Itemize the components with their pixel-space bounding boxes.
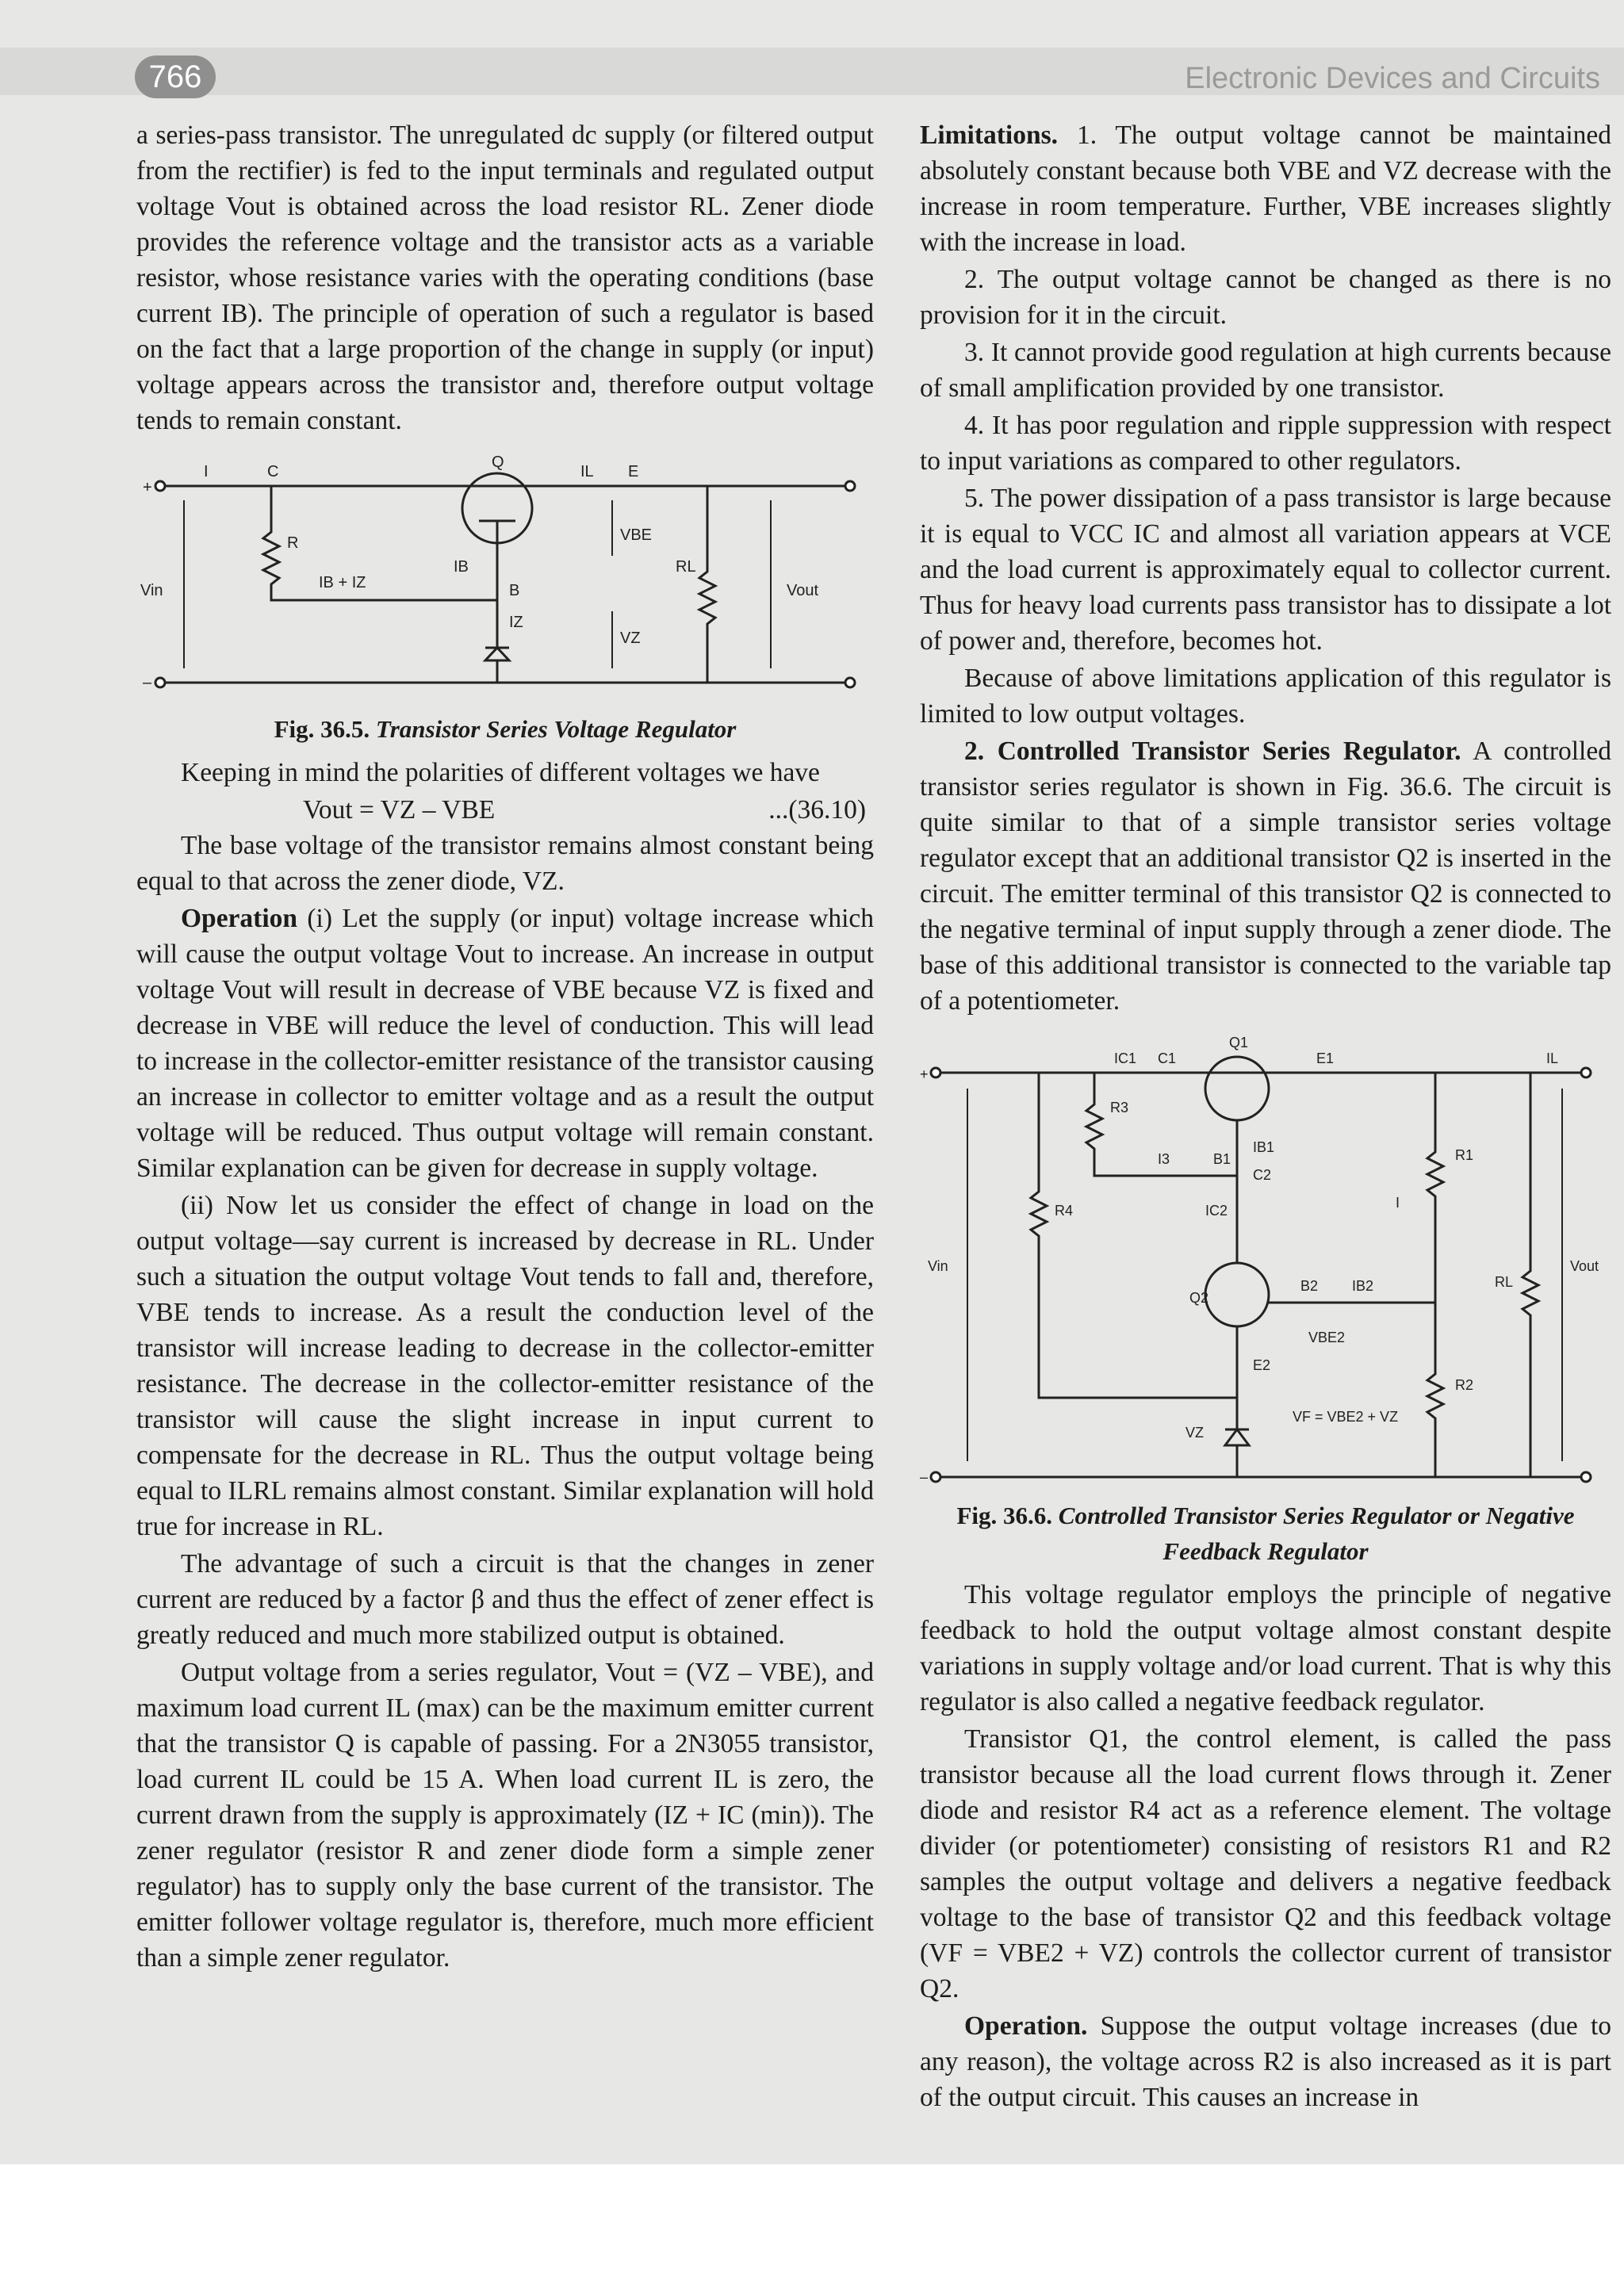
label-c2: C2 <box>1253 1167 1272 1183</box>
label-q: Q <box>492 453 504 471</box>
label-vz: VZ <box>1185 1425 1205 1441</box>
label-plus: + <box>920 1066 929 1082</box>
transistor-series-regulator-diagram <box>136 453 874 706</box>
output-minus <box>1581 1472 1591 1482</box>
label-vz: VZ <box>620 629 641 647</box>
section-2-heading: 2. Controlled Transistor Series Regulator. <box>964 737 1461 766</box>
figure-36-5-caption <box>136 711 874 747</box>
pass-transistor-paragraph: Transistor Q1, the control element, is called the pass transistor because all the load current flows through it. Zener diode and resistor R4 act as a reference element. The voltage divider (or potentiometer) consisting of resistors R1 and R2 samples the output voltage and delivers a negative feedback voltage to the base of transistor Q2 and this feedback voltage (VF = VBE2 + VZ) controls the collector current of transistor Q2. <box>920 1724 1611 2003</box>
label-r4: R4 <box>1055 1203 1074 1219</box>
label-c1: C1 <box>1158 1050 1177 1066</box>
operation-ii-paragraph: (ii) Now let us consider the effect of change in load on the output voltage—say current is increased by decrease in RL. Under such a situation the output voltage Vout tends to fall and, therefore, VBE tends to increase. As a result the conduction level of the transistor will increase leading to decrease in the collector-emitter resistance. The decrease in the collector-emitter resistance of the transistor will cause the slight increase in input current to compensate for the decrease in RL. Thus the output voltage being equal to ILRL remains almost constant. Similar explanation will hold true for increase in RL. <box>136 1191 874 1541</box>
limitation-1 <box>920 117 1611 260</box>
limitations-heading: Limitations. <box>920 121 1059 150</box>
label-e: E <box>628 463 639 480</box>
label-rl: RL <box>676 558 696 576</box>
left-column <box>136 117 874 1977</box>
label-i3: I3 <box>1158 1151 1170 1167</box>
label-vbe: VBE <box>620 526 653 544</box>
limitation-1-text: 1. The output voltage cannot be maintained absolutely constant because both VBE and VZ decrease with the increase in room temperature. Further, VBE increases slightly with the increase in load. <box>920 121 1612 257</box>
page-number: 766 <box>135 55 216 98</box>
limitations-conclusion: Because of above limitations application of this regulator is limited to low output voltages. <box>920 664 1611 729</box>
label-e1: E1 <box>1316 1050 1335 1066</box>
caption-title: Controlled Transistor Series Regulator or Negative Feedback Regulator <box>1058 1502 1575 1565</box>
label-vout: Vout <box>1570 1258 1599 1274</box>
label-ib2: IB2 <box>1352 1278 1374 1294</box>
label-rl: RL <box>1495 1274 1514 1290</box>
feedback-paragraph: This voltage regulator employs the principle of negative feedback to hold the output voltage almost constant despite variations in supply voltage and/or load current. That is why this regulator is also called a negative feedback regulator. <box>920 1580 1611 1716</box>
label-q1: Q1 <box>1229 1035 1249 1050</box>
section-2-paragraph <box>920 733 1611 1019</box>
label-vin: Vin <box>140 582 163 599</box>
label-b1: B1 <box>1213 1151 1231 1167</box>
zener-diode <box>485 648 509 660</box>
limitation-2: 2. The output voltage cannot be changed as there is no provision for it in the circuit. <box>920 265 1611 330</box>
figure-36-6 <box>920 1033 1611 1493</box>
label-plus-in: + <box>143 479 152 496</box>
label-vout: Vout <box>787 582 819 599</box>
advantage-paragraph: The advantage of such a circuit is that the changes in zener current are reduced by a factor β and thus the effect of zener effect is greatly reduced and much more stabilized output is obtained. <box>136 1549 874 1650</box>
zener-diode <box>1225 1429 1249 1445</box>
input-minus <box>931 1472 940 1482</box>
label-vf: VF = VBE2 + VZ <box>1293 1409 1399 1425</box>
transistor-q1 <box>1205 1057 1269 1120</box>
limitation-5: 5. The power dissipation of a pass transistor is large because it is equal to VCC IC and almost all variation appears at VCE and the load current is approximately equal to collector current. Thus for heavy load currents pass transistor has to dissipate a lot of power and, therefore, becomes hot. <box>920 484 1611 656</box>
limitation-4: 4. It has poor regulation and ripple suppression with respect to input variations as compared to other regulators. <box>920 411 1611 476</box>
label-minus: – <box>920 1469 929 1485</box>
section-2-text: A controlled transistor series regulator is shown in Fig. 36.6. The circuit is quite similar to that of a simple transistor series voltage regulator except that an additional transistor Q2 is inserted in the circuit. The emitter terminal of this transistor Q2 is connected to the negative terminal of input supply through a zener diode. The base of this additional transistor is connected to the variable tap of a potentiometer. <box>920 737 1611 1016</box>
operation-i-text: (i) Let the supply (or input) voltage increase which will cause the output voltage Vout to increase. An increase in output voltage Vout will result in decrease of VBE because VZ is fixed and decrease in VBE will reduce the level of conduction. This will lead to increase in the collector-emitter resistance of the transistor causing an increase in collector to emitter voltage and as a result the output voltage will be reduced. Thus output voltage will remain constant. Similar explanation can be given for decrease in supply voltage. <box>136 904 875 1183</box>
operation-i-paragraph <box>136 901 874 1186</box>
operation-text: Suppose the output voltage increases (due to any reason), the voltage across R2 is also increased as it is part of the output circuit. This causes an increase in <box>920 2011 1612 2112</box>
label-q2: Q2 <box>1189 1290 1209 1306</box>
load-resistor-rl <box>699 486 715 683</box>
input-plus <box>931 1068 940 1077</box>
operation-heading: Operation. <box>964 2011 1088 2041</box>
output-plus <box>1581 1068 1591 1077</box>
label-r3: R3 <box>1110 1100 1129 1115</box>
caption-number: Fig. 36.5. <box>274 715 370 743</box>
controlled-series-regulator-diagram <box>920 1033 1611 1493</box>
label-r1: R1 <box>1455 1147 1474 1163</box>
output-terminal-minus <box>845 678 855 687</box>
transistor-q2 <box>1205 1263 1269 1326</box>
label-r: R <box>287 534 299 552</box>
equation-number: ...(36.10) <box>768 795 866 825</box>
label-c: C <box>267 463 279 480</box>
operation-paragraph <box>920 2008 1611 2115</box>
label-i: I <box>1396 1195 1400 1211</box>
running-head: Electronic Devices and Circuits <box>1185 62 1600 95</box>
caption-title: Transistor Series Voltage Regulator <box>375 715 737 743</box>
label-i: I <box>204 463 209 480</box>
label-r2: R2 <box>1455 1377 1474 1393</box>
label-il: IL <box>580 463 594 480</box>
polarity-paragraph: Keeping in mind the polarities of different voltages we have <box>181 758 820 787</box>
load-resistor-rl <box>1522 1073 1538 1477</box>
label-e2: E2 <box>1253 1357 1271 1373</box>
limitation-3: 3. It cannot provide good regulation at high currents because of small amplification provided by one transistor. <box>920 338 1611 403</box>
output-voltage-paragraph: Output voltage from a series regulator, Vout = (VZ – VBE), and maximum load current IL (max) can be the maximum emitter current that the transistor Q is capable of passing. For a 2N3055 transistor, load current IL could be 15 A. When load current IL is zero, the current drawn from the supply is approximately (IZ + IC (min)). The zener regulator (resistor R and zener diode form a simple zener regulator) has to supply only the base current of the transistor. The emitter follower voltage regulator is, therefore, much more efficient than a simple zener regulator. <box>136 1658 874 1973</box>
figure-36-6-caption <box>920 1498 1611 1569</box>
label-iz: IZ <box>509 614 523 631</box>
label-ib-iz: IB + IZ <box>319 574 366 591</box>
label-vbe2: VBE2 <box>1308 1330 1346 1345</box>
figure-36-5 <box>136 453 874 706</box>
label-ic2: IC2 <box>1205 1203 1228 1219</box>
label-b2: B2 <box>1300 1278 1319 1294</box>
label-b: B <box>509 582 520 599</box>
intro-paragraph: a series-pass transistor. The unregulated dc supply (or filtered output from the rectifier) is fed to the input terminals and regulated output voltage Vout is obtained across the load resistor RL. Zener diode provides the reference voltage and the transistor acts as a variable resistor, whose resistance varies with the operating conditions (base current IB). The principle of operation of such a regulator is based on the fact that a large proportion of the change in supply (or input) voltage appears across the transistor and, therefore output voltage tends to remain constant. <box>136 121 874 435</box>
caption-number: Fig. 36.6. <box>956 1502 1053 1529</box>
equation-body: Vout = VZ – VBE <box>303 795 496 825</box>
scan-margin <box>0 2164 1624 2296</box>
label-minus-in: – <box>143 674 152 691</box>
resistor-r2 <box>1427 1303 1443 1477</box>
equation-36-10 <box>136 792 874 828</box>
label-ib: IB <box>454 558 469 576</box>
label-il: IL <box>1546 1050 1559 1066</box>
resistor-r1 <box>1427 1073 1443 1303</box>
input-terminal-minus <box>155 678 165 687</box>
label-ib1: IB1 <box>1253 1139 1275 1155</box>
right-column <box>920 117 1611 2117</box>
label-vin: Vin <box>928 1258 948 1274</box>
resistor-r4 <box>1031 1073 1237 1398</box>
input-terminal-plus <box>155 481 165 491</box>
output-terminal-plus <box>845 481 855 491</box>
label-ic1: IC1 <box>1114 1050 1137 1066</box>
operation-heading: Operation <box>181 904 298 933</box>
base-voltage-paragraph: The base voltage of the transistor remains almost constant being equal to that across the zener diode, VZ. <box>136 831 874 896</box>
